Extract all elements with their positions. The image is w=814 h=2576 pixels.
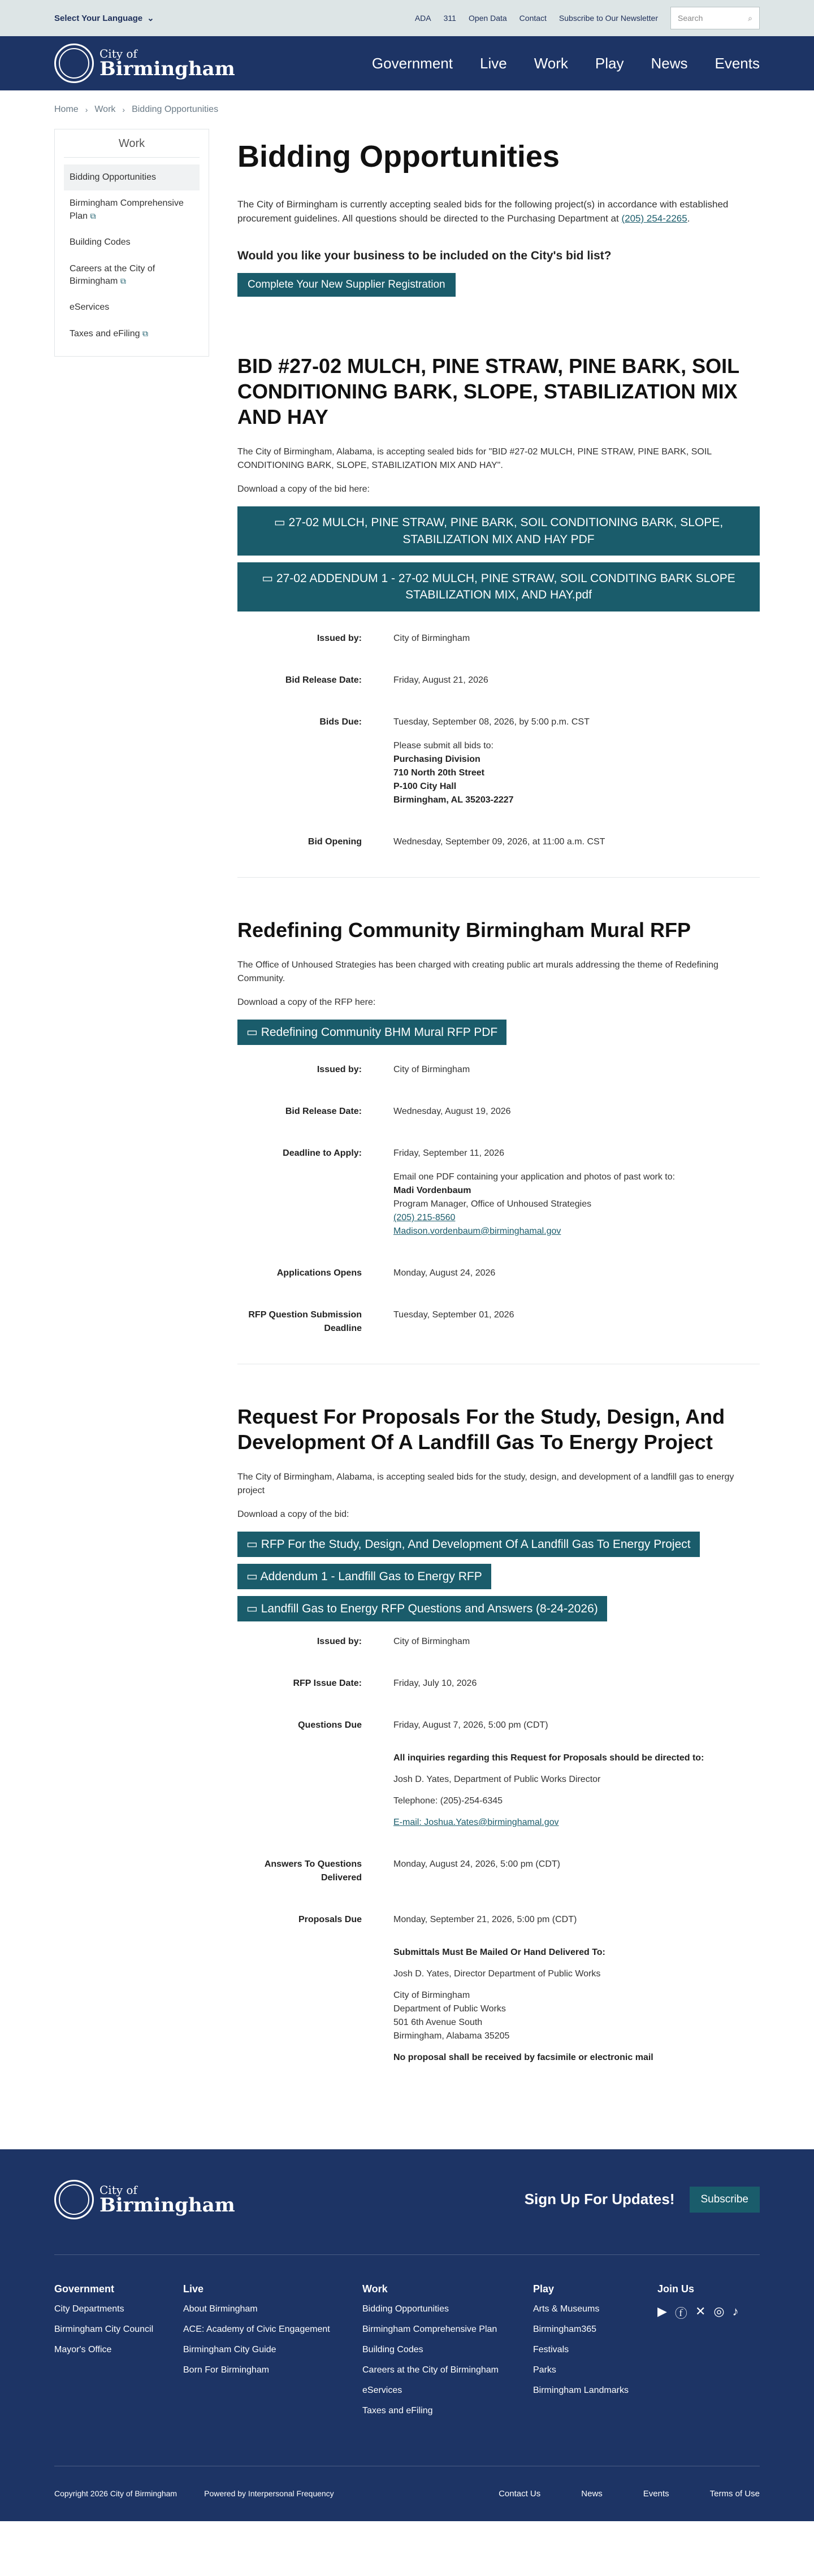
sidebar-title: Work xyxy=(64,129,200,158)
info-value: Friday, July 10, 2026 xyxy=(393,1678,477,1688)
311-link[interactable]: 311 xyxy=(443,14,456,23)
newsletter-link[interactable]: Subscribe to Our Newsletter xyxy=(558,14,658,23)
info-value: City of Birmingham xyxy=(393,633,470,643)
footer-col-work: Work Bidding Opportunities Birmingham Comprehensive Plan Building Codes Careers at the City of Birmingham eServices Taxes and eFiling xyxy=(362,2283,533,2426)
footer-link[interactable]: eServices xyxy=(362,2385,402,2395)
info-label: RFP Issue Date: xyxy=(293,1678,362,1688)
powered-by-link[interactable]: Powered by Interpersonal Frequency xyxy=(204,2488,334,2498)
site-footer xyxy=(0,2149,814,2521)
section-title: Request For Proposals For the Study, Design, And Development Of A Landfill Gas To Energy Project xyxy=(237,1404,725,1454)
file-icon: ▭ xyxy=(246,1569,258,1583)
contact-phone-link[interactable]: (205) 215-8560 xyxy=(393,1212,456,1222)
info-value: Tuesday, September 08, 2026, by 5:00 p.m. CST xyxy=(393,717,590,727)
info-value: Tuesday, September 01, 2026 xyxy=(393,1309,514,1320)
nav-live[interactable]: Live xyxy=(480,54,507,72)
main-nav xyxy=(372,55,760,72)
footer-link[interactable]: Mayor's Office xyxy=(54,2344,112,2354)
language-label: Select Your Language xyxy=(54,13,143,23)
footer-link[interactable]: Born For Birmingham xyxy=(183,2365,270,2375)
bid-list-question: Would you like your business to be included on the City's bid list? xyxy=(237,249,612,263)
external-link-icon: ⧉ xyxy=(142,328,148,338)
footer-link[interactable]: Festivals xyxy=(533,2344,569,2354)
rfp-section-mural xyxy=(237,877,760,1335)
footer-col-live: Live About Birmingham ACE: Academy of Civic Engagement Birmingham City Guide Born For Birmingham xyxy=(183,2283,362,2426)
youtube-icon[interactable]: ▶ xyxy=(657,2304,667,2318)
nav-work[interactable]: Work xyxy=(534,54,568,72)
footer-link[interactable]: ACE: Academy of Civic Engagement xyxy=(183,2324,330,2334)
file-icon: ▭ xyxy=(246,1537,258,1551)
facebook-icon[interactable]: ⓕ xyxy=(674,2306,687,2321)
sidebar-item-taxes[interactable]: Taxes and eFiling ⧉ xyxy=(70,328,148,339)
page-title: Bidding Opportunities xyxy=(237,140,560,174)
chevron-down-icon: ⌄ xyxy=(147,14,154,23)
file-icon: ▭ xyxy=(246,1025,258,1039)
inquiry-email-link[interactable]: E-mail: Joshua.Yates@birminghamal.gov xyxy=(393,1817,559,1827)
sidebar-item-comprehensive-plan[interactable]: Birmingham Comprehensive Plan ⧉ xyxy=(70,198,184,221)
breadcrumb xyxy=(0,90,814,129)
info-value: Friday, August 7, 2026, 5:00 pm (CDT) xyxy=(393,1720,548,1730)
instagram-icon[interactable]: ◎ xyxy=(713,2304,725,2318)
info-label: Answers To Questions Delivered xyxy=(264,1859,362,1883)
download-bid-button[interactable]: ▭ 27-02 MULCH, PINE STRAW, PINE BARK, SOIL CONDITIONING BARK, SLOPE, STABILIZATION MIX AND HAY PDF xyxy=(237,506,760,556)
intro-text: The City of Birmingham is currently accepting sealed bids for the following project(s) in accordance with established procurement guidelines. All questions should be directed to the Purchasing Department at (205) 254-2265. xyxy=(237,199,729,224)
footer-link[interactable]: Birmingham Landmarks xyxy=(533,2385,629,2395)
utility-bar xyxy=(0,0,814,36)
external-link-icon: ⧉ xyxy=(120,276,126,285)
info-value: Monday, September 21, 2026, 5:00 pm (CDT) xyxy=(393,1914,577,1924)
footer-link[interactable]: Parks xyxy=(533,2365,556,2375)
contact-email-link[interactable]: Madison.vordenbaum@birminghamal.gov xyxy=(393,1226,561,1236)
info-value: City of Birmingham xyxy=(393,1064,470,1074)
submittal-address: Submittals Must Be Mailed Or Hand Delivered To: Josh D. Yates, Director Department of Public Works City of Birmingham Department of Public Works 501 6th Avenue South Birmingham, Alabama 35205 No proposal shall be received by facsimile or electronic mail xyxy=(393,1947,653,2062)
info-value: Wednesday, September 09, 2026, at 11:00 a.m. CST xyxy=(393,836,605,847)
info-label: Bid Release Date: xyxy=(285,1106,362,1116)
download-mural-rfp-button[interactable]: ▭ Redefining Community BHM Mural RFP PDF xyxy=(237,1020,506,1045)
copyright-text: Copyright 2026 City of Birmingham xyxy=(54,2488,177,2498)
nav-play[interactable]: Play xyxy=(595,54,624,72)
info-value: Monday, August 24, 2026 xyxy=(393,1268,496,1278)
file-icon: ▭ xyxy=(246,1602,258,1615)
footer-link[interactable]: Birmingham Comprehensive Plan xyxy=(362,2324,497,2334)
info-value: Monday, August 24, 2026, 5:00 pm (CDT) xyxy=(393,1859,560,1869)
main-header xyxy=(0,36,814,90)
breadcrumb-current: Bidding Opportunities xyxy=(132,105,219,114)
supplier-registration-button[interactable]: Complete Your New Supplier Registration xyxy=(237,273,456,297)
file-icon: ▭ xyxy=(262,572,274,586)
section-title: BID #27-02 MULCH, PINE STRAW, PINE BARK, SOIL CONDITIONING BARK, SLOPE, STABILIZATION MIX AND HAY xyxy=(237,354,739,429)
inquiry-contact: All inquiries regarding this Request for Proposals should be directed to: Josh D. Yates, Department of Public Works Director Telephone: (205)-254-6345 E-mail: Joshua.Yates@birminghamal.gov xyxy=(393,1753,704,1827)
logo-line2: Birmingham xyxy=(99,58,235,80)
rfp-section-landfill xyxy=(237,1364,760,2065)
info-value: City of Birmingham xyxy=(393,1636,470,1646)
logo-line1: City of xyxy=(99,47,137,60)
nav-events[interactable]: Events xyxy=(715,54,760,72)
footer-link[interactable]: Birmingham City Council xyxy=(54,2324,154,2334)
section-title: Redefining Community Birmingham Mural RFP xyxy=(237,918,691,942)
submission-address: Please submit all bids to: Purchasing Division 710 North 20th Street P-100 City Hall Birmingham, AL 35203-2227 xyxy=(393,740,514,805)
download-addendum-button[interactable]: ▭ Addendum 1 - Landfill Gas to Energy RFP xyxy=(237,1564,491,1589)
ada-link[interactable]: ADA xyxy=(414,14,431,23)
purchasing-phone-link[interactable]: (205) 254-2265 xyxy=(621,213,687,224)
nav-government[interactable]: Government xyxy=(371,54,453,72)
city-seal-icon xyxy=(54,44,94,83)
info-label: RFP Question Submission Deadline xyxy=(248,1309,362,1333)
breadcrumb-work[interactable]: Work xyxy=(94,105,116,114)
subscribe-button[interactable]: Subscribe xyxy=(690,2187,760,2213)
info-label: Bid Release Date: xyxy=(285,675,362,685)
info-value: Friday, August 21, 2026 xyxy=(393,675,488,685)
download-addendum-button[interactable]: ▭ 27-02 ADDENDUM 1 - 27-02 MULCH, PINE STRAW, SOIL CONDITING BARK SLOPE STABILIZATION MIX, AND HAY.pdf xyxy=(237,562,760,612)
info-label: Issued by: xyxy=(317,1636,362,1646)
x-icon[interactable]: ✕ xyxy=(695,2304,706,2318)
footer-link[interactable]: Bidding Opportunities xyxy=(362,2304,449,2314)
footer-link[interactable]: City Departments xyxy=(54,2304,124,2314)
info-label: Bid Opening xyxy=(308,836,362,847)
footer-col-government: Government City Departments Birmingham City Council Mayor's Office xyxy=(54,2283,183,2426)
footer-col-play: Play Arts & Museums Birmingham365 Festivals Parks Birmingham Landmarks xyxy=(533,2283,657,2426)
open-data-link[interactable]: Open Data xyxy=(468,14,507,23)
footer-link[interactable]: Building Codes xyxy=(362,2344,423,2354)
info-label: Applications Opens xyxy=(276,1268,362,1278)
signup-label: Sign Up For Updates! xyxy=(524,2191,675,2208)
footer-link[interactable]: Arts & Museums xyxy=(533,2304,600,2314)
info-label: Questions Due xyxy=(298,1720,362,1730)
search-icon[interactable]: ⌕ xyxy=(748,13,752,23)
section-description: The Office of Unhoused Strategies has been charged with creating public art murals addressing the theme of Redefining Community. xyxy=(237,960,718,983)
sidebar-item-eservices[interactable]: eServices xyxy=(70,302,110,313)
file-icon: ▭ xyxy=(274,516,285,530)
chevron-right-icon: › xyxy=(85,105,88,114)
section-description: The City of Birmingham, Alabama, is accepting sealed bids for "BID #27-02 MULCH, PINE STRAW, PINE BARK, SOIL CONDITIONING BARK, SLOPE, STABILIZATION MIX AND HAY". xyxy=(237,447,712,471)
info-label: Deadline to Apply: xyxy=(283,1148,362,1158)
site-logo[interactable] xyxy=(54,44,235,83)
sidebar xyxy=(54,129,209,357)
footer-events-link[interactable]: Events xyxy=(643,2488,669,2499)
external-link-icon: ⧉ xyxy=(90,211,96,220)
footer-terms-link[interactable]: Terms of Use xyxy=(709,2488,760,2499)
footer-news-link[interactable]: News xyxy=(581,2488,603,2499)
bid-section-mulch xyxy=(237,342,760,849)
download-landfill-rfp-button[interactable]: ▭ RFP For the Study, Design, And Development Of A Landfill Gas To Energy Project xyxy=(237,1532,700,1557)
download-note: Download a copy of the bid here: xyxy=(237,484,370,495)
chevron-right-icon: › xyxy=(122,105,125,114)
info-label: Issued by: xyxy=(317,1064,362,1074)
footer-logo[interactable]: City of Birmingham xyxy=(54,2180,235,2219)
download-note: Download a copy of the bid: xyxy=(237,1509,349,1519)
info-label: Issued by: xyxy=(317,633,362,643)
footer-link[interactable]: Birmingham365 xyxy=(533,2324,597,2334)
footer-contact-link[interactable]: Contact Us xyxy=(499,2488,541,2499)
tiktok-icon[interactable]: ♪ xyxy=(732,2304,739,2318)
search-input[interactable] xyxy=(670,7,760,29)
contact-link[interactable]: Contact xyxy=(519,14,547,23)
info-value: Wednesday, August 19, 2026 xyxy=(393,1106,511,1116)
sidebar-item-building-codes[interactable]: Building Codes xyxy=(70,237,131,248)
city-seal-icon xyxy=(54,2180,94,2219)
nav-news[interactable]: News xyxy=(651,54,688,72)
download-note: Download a copy of the RFP here: xyxy=(237,997,376,1007)
section-description: The City of Birmingham, Alabama, is accepting sealed bids for the study, design, and development of a landfill gas to energy project xyxy=(237,1472,734,1495)
footer-link[interactable]: Careers at the City of Birmingham xyxy=(362,2365,499,2375)
footer-col-join: Join Us ▶ ⓕ ✕ ◎ ♪ xyxy=(657,2283,739,2321)
info-label: Proposals Due xyxy=(298,1914,362,1924)
download-qa-button[interactable]: ▭ Landfill Gas to Energy RFP Questions and Answers (8-24-2026) xyxy=(237,1596,607,1621)
main-content xyxy=(237,129,760,2093)
info-value: Friday, September 11, 2026 xyxy=(393,1148,504,1158)
footer-link[interactable]: Taxes and eFiling xyxy=(362,2405,433,2415)
search-placeholder: Search xyxy=(678,14,703,23)
application-contact: Email one PDF containing your application and photos of past work to: Madi Vordenbaum Program Manager, Office of Unhoused Strategies (205) 215-8560 Madison.vordenbaum@birminghamal.gov xyxy=(393,1172,676,1236)
sidebar-item-careers[interactable]: Careers at the City of Birmingham ⧉ xyxy=(70,263,155,286)
info-label: Bids Due: xyxy=(319,717,362,727)
footer-link[interactable]: About Birmingham xyxy=(183,2304,258,2314)
footer-link[interactable]: Birmingham City Guide xyxy=(183,2344,276,2354)
sidebar-item-bidding[interactable]: Bidding Opportunities xyxy=(64,164,200,190)
language-select[interactable] xyxy=(54,13,154,23)
breadcrumb-home[interactable]: Home xyxy=(54,105,79,114)
